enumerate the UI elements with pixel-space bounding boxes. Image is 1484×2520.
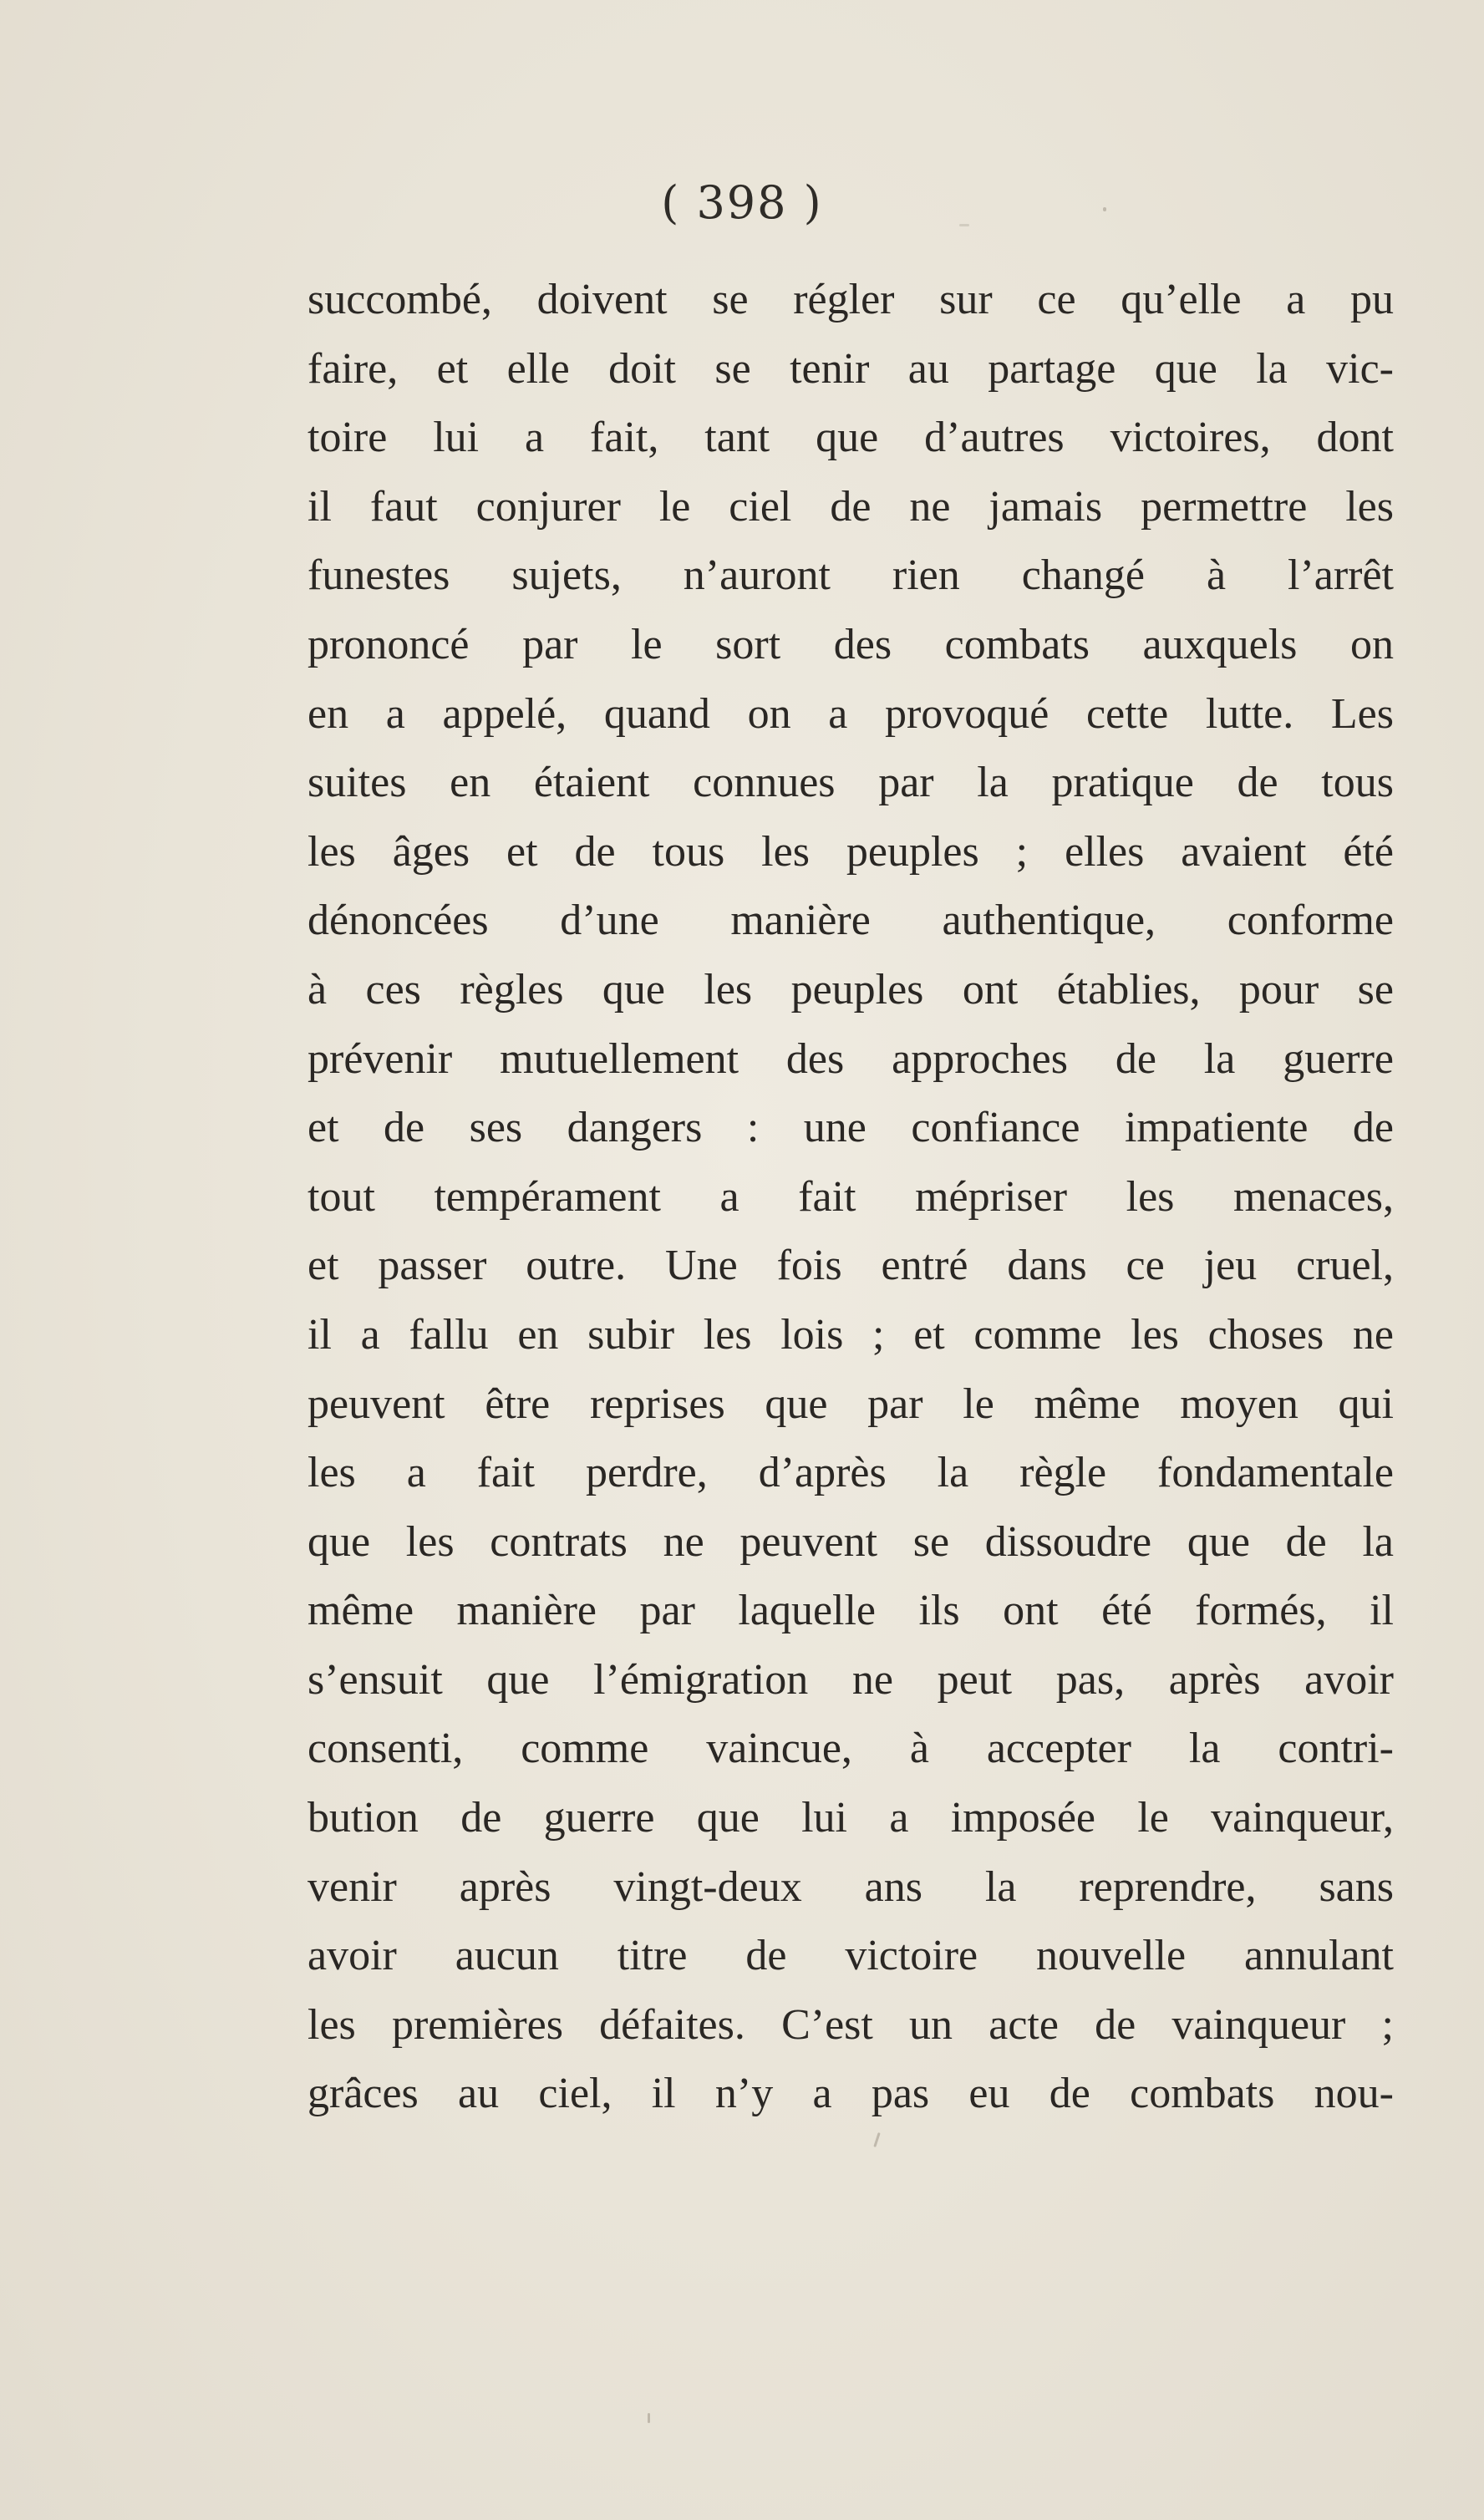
text-line: il faut conjurer le ciel de ne jamais permettre les bbox=[307, 482, 1394, 531]
text-line: il a fallu en subir les lois ; et comme les choses ne bbox=[307, 1310, 1394, 1359]
text-line: funestes sujets, n’auront rien changé à l’arrêt bbox=[307, 551, 1394, 600]
text-line: suites en étaient connues par la pratique de tous bbox=[307, 759, 1394, 807]
page-number: ( 398 ) bbox=[661, 176, 823, 229]
text-line: et passer outre. Une fois entré dans ce jeu cruel, bbox=[307, 1242, 1394, 1290]
text-line: tout tempérament a fait mépriser les menaces, bbox=[307, 1172, 1394, 1221]
text-line: toire lui a fait, tant que d’autres victoires, dont bbox=[307, 414, 1394, 462]
text-line: s’ensuit que l’émigration ne peut pas, après avoir bbox=[307, 1655, 1394, 1704]
text-line: même manière par laquelle ils ont été formés, il bbox=[307, 1587, 1394, 1635]
text-line: grâces au ciel, il n’y a pas eu de combats nou- bbox=[307, 2070, 1394, 2118]
body-text bbox=[307, 266, 1394, 2129]
text-line: à ces règles que les peuples ont établies, pour se bbox=[307, 965, 1394, 1014]
text-line: venir après vingt-deux ans la reprendre, sans bbox=[307, 1862, 1394, 1911]
paper-speck bbox=[959, 224, 969, 226]
text-line: les âges et de tous les peuples ; elles avaient été bbox=[307, 827, 1394, 876]
text-line: en a appelé, quand on a provoqué cette lutte. Les bbox=[307, 689, 1394, 738]
text-line: faire, et elle doit se tenir au partage que la vic- bbox=[307, 344, 1394, 393]
text-line: consenti, comme vaincue, à accepter la contri- bbox=[307, 1725, 1394, 1773]
paper-speck bbox=[1103, 207, 1106, 211]
text-line: les premières défaites. C’est un acte de vainqueur ; bbox=[307, 2000, 1394, 2049]
text-line: avoir aucun titre de victoire nouvelle annulant bbox=[307, 1932, 1394, 1980]
paper-speck bbox=[873, 2132, 880, 2147]
text-line: les a fait perdre, d’après la règle fondamentale bbox=[307, 1449, 1394, 1497]
text-line: et de ses dangers : une confiance impatiente de bbox=[307, 1104, 1394, 1152]
text-line: bution de guerre que lui a imposée le vainqueur, bbox=[307, 1794, 1394, 1842]
paper-speck bbox=[648, 2413, 650, 2423]
text-line: dénoncées d’une manière authentique, conforme bbox=[307, 897, 1394, 945]
text-line: peuvent être reprises que par le même moyen qui bbox=[307, 1379, 1394, 1428]
text-line: que les contrats ne peuvent se dissoudre que de la bbox=[307, 1517, 1394, 1566]
text-line: prévenir mutuellement des approches de la guerre bbox=[307, 1034, 1394, 1083]
text-line: prononcé par le sort des combats auxquels on bbox=[307, 620, 1394, 668]
text-line: succombé, doivent se régler sur ce qu’elle a pu bbox=[307, 276, 1394, 323]
